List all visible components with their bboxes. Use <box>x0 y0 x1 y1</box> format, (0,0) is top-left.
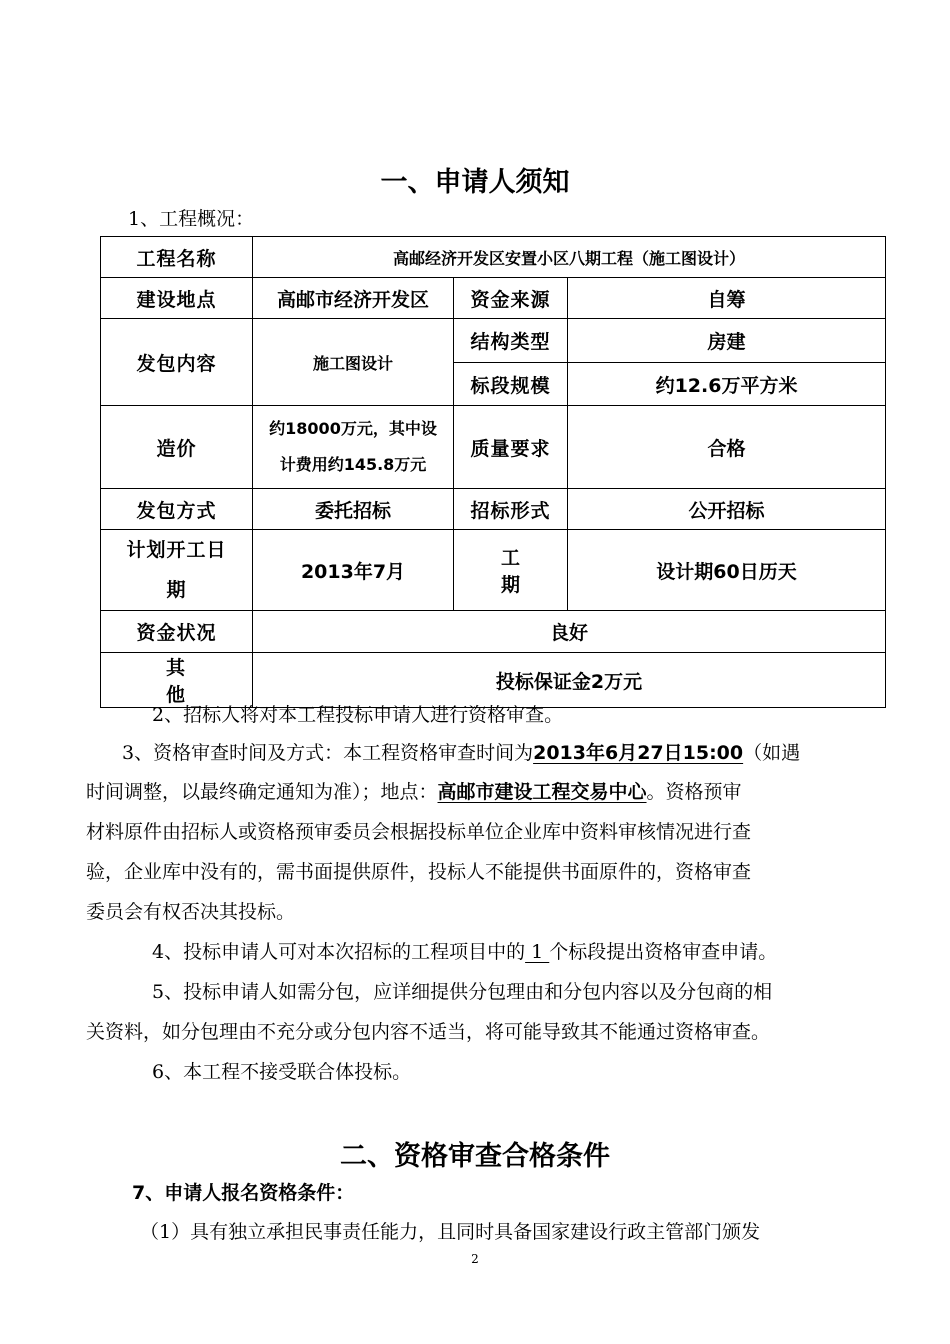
scale-label: 标段规模 <box>454 363 568 406</box>
item-3-line2 <box>86 779 742 805</box>
item-5-line1: 5、投标申请人如需分包，应详细提供分包理由和分包内容以及分包商的相 <box>152 981 773 1003</box>
cost-value-line1: 约18000万元，其中设 <box>269 419 437 438</box>
item-6: 6、本工程不接受联合体投标。 <box>152 1061 412 1083</box>
funding-status-label: 资金状况 <box>101 611 253 653</box>
table-row <box>101 319 886 363</box>
funding-status-value: 良好 <box>253 611 886 653</box>
location-label: 建设地点 <box>101 278 253 319</box>
table-row <box>101 611 886 653</box>
cost-label: 造价 <box>101 406 253 489</box>
item-2: 2、招标人将对本工程投标申请人进行资格审查。 <box>152 704 564 726</box>
fund-source-label: 资金来源 <box>454 278 568 319</box>
table-row <box>101 530 886 611</box>
item-3-line4: 验，企业库中没有的，需书面提供原件，投标人不能提供书面原件的，资格审查 <box>86 861 752 883</box>
location-value: 高邮市经济开发区 <box>253 278 454 319</box>
exam-time: 2013年6月27日15:00 <box>533 742 744 764</box>
item-3-line3: 材料原件由招标人或资格预审委员会根据投标单位企业库中资料审核情况进行查 <box>86 821 752 843</box>
item-4-suffix: 个标段提出资格审查申请。 <box>549 941 778 963</box>
start-date-label-line2: 期 <box>166 579 187 601</box>
scale-value: 约12.6万平方米 <box>568 363 886 406</box>
item-3-suffix: （如遇 <box>743 742 801 764</box>
project-overview-table <box>100 236 886 708</box>
table-row <box>101 653 886 708</box>
scope-label: 发包内容 <box>101 319 253 406</box>
cost-value <box>253 406 454 489</box>
item-3-line5: 委员会有权否决其投标。 <box>86 901 296 923</box>
item-3-line2-suffix: 。资格预审 <box>646 781 742 803</box>
section-title-1: 一、申请人须知 <box>380 167 570 198</box>
item-3-line2-prefix: 时间调整，以最终确定通知为准）；地点： <box>86 781 438 803</box>
item-4 <box>152 939 777 965</box>
period-label: 工期 <box>454 530 568 611</box>
table-row <box>101 406 886 489</box>
cost-value-line2: 计费用约145.8万元 <box>279 455 427 474</box>
exam-place: 高邮市建设工程交易中心 <box>437 781 647 803</box>
item-1-heading: 1、工程概况： <box>128 208 255 230</box>
section-title-2: 二、资格审查合格条件 <box>340 1141 610 1172</box>
page-number: 2 <box>471 1252 479 1266</box>
table-row <box>101 489 886 530</box>
item-4-prefix: 4、投标申请人可对本次招标的工程项目中的 <box>152 941 526 963</box>
other-label: 其他 <box>101 653 253 708</box>
method-value: 委托招标 <box>253 489 454 530</box>
form-label: 招标形式 <box>454 489 568 530</box>
item-5-line2: 关资料，如分包理由不充分或分包内容不适当，将可能导致其不能通过资格审查。 <box>86 1021 771 1043</box>
project-name-value: 高邮经济开发区安置小区八期工程（施工图设计） <box>253 237 886 278</box>
structure-label: 结构类型 <box>454 319 568 363</box>
fund-source-value: 自筹 <box>568 278 886 319</box>
other-value: 投标保证金2万元 <box>253 653 886 708</box>
period-value: 设计期60日历天 <box>568 530 886 611</box>
lot-count: 1 <box>525 941 550 963</box>
form-value: 公开招标 <box>568 489 886 530</box>
start-date-label-line1: 计划开工日 <box>126 539 227 561</box>
method-label: 发包方式 <box>101 489 253 530</box>
item-7-heading: 7、申请人报名资格条件： <box>132 1182 355 1204</box>
project-name-label: 工程名称 <box>101 237 253 278</box>
table-row <box>101 237 886 278</box>
quality-value: 合格 <box>568 406 886 489</box>
item-7-1: （1）具有独立承担民事责任能力，且同时具备国家建设行政主管部门颁发 <box>140 1221 761 1243</box>
structure-value: 房建 <box>568 319 886 363</box>
table-row <box>101 278 886 319</box>
quality-label: 质量要求 <box>454 406 568 489</box>
item-3-prefix: 3、资格审查时间及方式：本工程资格审查时间为 <box>122 742 534 764</box>
item-3-line1 <box>122 740 800 766</box>
scope-value: 施工图设计 <box>253 319 454 406</box>
start-date-label <box>101 530 253 611</box>
start-date-value: 2013年7月 <box>253 530 454 611</box>
